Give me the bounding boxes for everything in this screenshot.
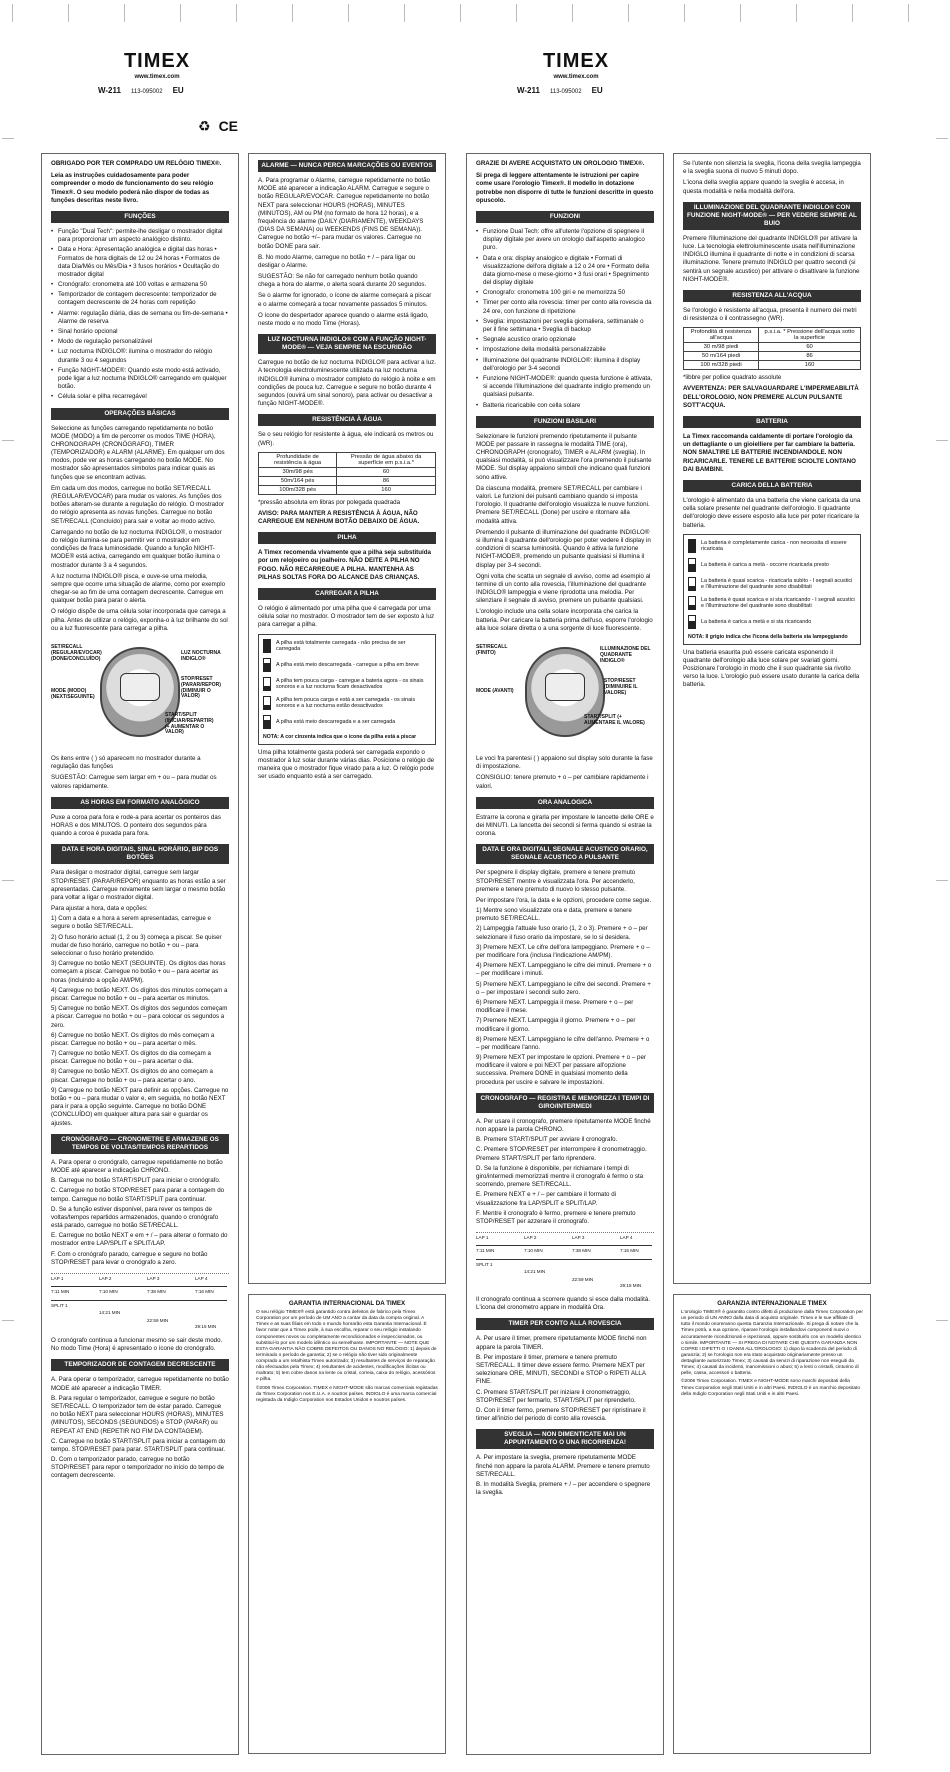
label-start-split: START/SPLIT (+ AUMENTARE IL VALORE) (584, 714, 645, 726)
table-cell: 50 m/164 piedi (684, 352, 759, 361)
table-cell: 30m/98 pés (259, 467, 337, 476)
crop-mark (2, 138, 14, 139)
tip: CONSIGLIO: tenere premuto + o – per cambiare rapidamente i valori. (476, 774, 649, 790)
warranty-portuguese (248, 1294, 446, 1754)
split-time: 22:59 MIN (147, 1318, 169, 1323)
list-item: F. Com o cronógrafo parado, carregue e segure no botão STOP/RESET para levar o cronógrafo a zero. (51, 1250, 208, 1266)
section-heading: DATA E ORA DIGITALI, SEGNALE ACUSTICO ORARIO, SEGNALE ACUSTICO A PULSANTE (476, 844, 654, 864)
battery-fill (264, 720, 270, 727)
column-italian-1 (466, 153, 664, 1755)
lap-time: 7:16 MIN (195, 1289, 214, 1294)
list-item: 8) Premere NEXT. Lampeggiano le cifre dell'anno. Premere + o – per modificare l'anno. (476, 1035, 650, 1051)
lap-label: LAP 3 (147, 1276, 160, 1281)
warranty-text: O seu relógio TIMEX® está garantido contra defeitos de fabrico pela Timex Corporation por um período de UM ANO a contar da data da compra original. A Timex e as suas filiais em todo o mundo honrarão esta Garantia Internacional. É favor notar que a Timex pode, à sua escolha, reparar o seu relógio instalando componentes novos ou completamente recondicionados e inspeccionados, ou substituí-lo por um modelo idêntico ou semelhante. IMPORTANTE — NOTE QUE ESTA GARANTIA NÃO COBRE DEFEITOS OU DANOS NO RELÓGIO: 1) depois de terminado o período de garantia; 2) se o relógio não tiver sido originalmente comprado a um retalhista Timex autorizado; 3) resultantes de serviços de reparação não efectuados pela Timex; 4) resultantes de acidentes, modificações ilícitas ou maltrato; 5) tem cobre danos na lente ou cristal, correia, caixa do relógio, acessórios e pilha. (256, 1310, 437, 1383)
table-cell: 160 (337, 485, 436, 494)
battery-row (688, 596, 856, 610)
battery-fill (689, 621, 695, 628)
list-item: • Alarme: regulação diária, dias de semana ou fim-de-semana • Alarme de reserva (51, 310, 229, 326)
recycle-icon: ♻ (198, 118, 211, 134)
intro-text: Leia as instruções cuidadosamente para poder compreender o modo de funcionamento do seu relógio Timex®. O seu modelo poderá não dispor de todas as funções descritas neste livro. (51, 172, 214, 204)
step-list (51, 905, 229, 1128)
paragraph: Carregando no botão de luz nocturna INDIGLO®, o mostrador do relógio ilumina-se para permitir ver o mostrador em condições de fraca luminosidade. Quando a função NIGHT-MODE® está activa, carregando em qualquer botão ilumina o mostrador durante 3 a 4 segundos. (51, 528, 222, 569)
column-italian-2 (673, 153, 871, 1284)
list-item: 6) Carregue no botão NEXT. Os dígitos do mês começam a piscar. Carregue no botão + ou – para acertar o mês. (51, 1031, 215, 1047)
feature-list (51, 228, 229, 402)
intro-title: GRAZIE DI AVERE ACQUISTATO UN OROLOGIO TIMEX®. (476, 160, 645, 167)
section-heading: RESISTÊNCIA À ÁGUA (258, 414, 436, 426)
list-item: C. Carregue no botão START/SPLIT para iniciar a contagem do tempo. STOP/RESET para parar. START/SPLIT para continuar. (51, 1437, 226, 1453)
regulatory-symbols (198, 118, 238, 135)
battery-icon (263, 696, 271, 710)
battery-fill (264, 640, 270, 652)
timex-logo: TIMEX (542, 50, 610, 72)
split-time: 14:21 MIN (99, 1310, 121, 1315)
crop-mark (936, 440, 948, 441)
lap-line (51, 1286, 227, 1287)
list-item: 3) Carregue no botão NEXT (SEGUINTE). Os dígitos das horas começam a piscar. Carregue no botão + ou – para acertar as horas (incluindo a opção AM/PM). (51, 960, 226, 984)
battery-row-label: La batteria è quasi scarica e si sta ricaricando - I segnali acustici e l'illuminazione del quadrante sono disabilitati (701, 596, 855, 609)
list-item: • Sveglia: impostazioni per sveglia giornaliera, settimanale o per il fine settimana • Sveglia di backup (476, 318, 654, 334)
label-set-recall: SET/RECALL (REGULAR/EVOCAR) (DONE/CONCLUÍDO) (51, 644, 102, 662)
table-header: p.s.i.a. * Pressione dell'acqua sotto la superficie (759, 328, 861, 343)
list-item: • Funzione Dual Tech: offre all'utente l'opzione di spegnere il display digitale per avere un orologio dall'aspetto analogico puro. (476, 228, 654, 253)
split-time: 29:15 MIN (620, 1283, 642, 1289)
list-item: B. Per impostare il timer, premere e tenere premuto SET/RECALL. Il timer deve essere fermo. Premere NEXT per selezionare ORE, MINUTI, SECONDI e STOP o RIPETI ALLA FINE. (476, 1353, 646, 1386)
list-item: 6) Premere NEXT. Lampeggia il mese. Premere + o – per modificare il mese. (476, 998, 634, 1015)
region-label: EU (172, 86, 184, 95)
section-heading: TIMER PER CONTO ALLA ROVESCIA (476, 1318, 654, 1330)
list-item: 4) Premere NEXT. Lampeggiano le cifre dei minuti. Premere + o – per modificare i minuti. (476, 962, 652, 978)
model-number: W-211 (98, 86, 121, 95)
water-resistance-table (258, 452, 436, 495)
paragraph: L'orologio include una cella solare incorporata che carica la batteria. Per caricare la batteria prima dell'uso, esporre l'orologio alla luce solare diretta o a una sorgente di luce fluorescente. (476, 608, 653, 632)
list-item: C. Premere STOP/RESET per interrompere il cronometraggio. Premere START/SPLIT per farlo riprendere. (476, 1146, 647, 1162)
section-heading: FUNZIONI (476, 211, 654, 223)
note: Os itens entre ( ) só aparecem no mostrador durante a regulação das funções (51, 755, 201, 771)
list-item: 5) Carregue no botão NEXT. Os dígitos dos segundos começam a piscar. Carregue no botão + ou – para colocar os segundos a zero. (51, 1005, 228, 1029)
split-time: 14:21 MIN (524, 1269, 546, 1275)
battery-fill (689, 564, 695, 571)
list-item: • Funzione NIGHT-MODE®: quando questa funzione è attivata, si accende l'illuminazione del quadrante indiglo premendo un qualsiasi pulsante. (476, 375, 654, 400)
battery-icon (688, 615, 696, 629)
warranty-title: GARANZIA INTERNAZIONALE TIMEX (717, 1300, 827, 1307)
table-cell: 100m/328 pés (259, 485, 337, 494)
list-item: 1) Com a data e a hora a serem apresentadas, carregue e segure o botão SET/RECALL. (51, 915, 211, 931)
section-heading: SVEGLIA — NON DIMENTICATE MAI UN APPUNTAMENTO O UNA RICORRENZA! (476, 1429, 654, 1449)
list-item: 8) Carregue no botão NEXT. Os dígitos do ano começam a piscar. Carregue no botão + ou – para acertar o ano. (51, 1068, 213, 1084)
warranty-text: L'orologio TIMEX® è garantito contro difetti di produzione dalla Timex Corporation per un periodo di UN ANNO dalla data di acquisto originale. Timex e le sue affiliate di tutto il mondo onoreranno questa Garanzia Internazionale. Si prega di notare che la Timex potrà, a sua opzione, riparare l'orologio installandovi componenti nuovi o accuratamente ricondizionati e ispezionati, oppure sostituirlo con un modello identico o simile. IMPORTANTE — SI PREGA DI NOTARE CHE QUESTA GARANZIA NON COPRE I DIFETTI O I DANNI ALL'OROLOGIO: 1) dopo la scadenza del periodo di garanzia; 2) se l'orologio non era stato acquistato originariamente presso un dettagliante autorizzato Timex; 3) causati da servizi di riparazione non eseguiti da Timex; 4) causati da incidenti, manomissioni o abusi; 5) a lenti o cristalli, cinturino di pelle, cassa, accessori o batteria. (681, 1310, 863, 1377)
step-list (476, 1454, 654, 1497)
paragraph: O cronógrafo continua a funcionar mesmo se sair deste modo. No modo Time (Hora) é apresentado o ícone do cronógrafo. (51, 1337, 223, 1353)
battery-icon (263, 715, 271, 729)
crop-mark (2, 440, 14, 441)
crop-mark (936, 1320, 948, 1321)
battery-row-label: A pilha tem pouca carga e está a ser carregada - os sinais sonoros e a luz nocturna estão desactivados (276, 696, 416, 709)
battery-row (263, 658, 431, 672)
paragraph: Puxe a coroa para fora e rode-a para acertar os ponteiros das HORAS e dos MINUTOS. O ponteiro dos segundos pára quando a coroa é puxada para fora. (51, 813, 221, 838)
battery-row (263, 715, 431, 729)
label-stop-reset: STOP/RESET (PARAR/REPOR) (DIMINUIR O VALOR) (181, 676, 221, 700)
section-heading: OPERAÇÕES BÁSICAS (51, 408, 229, 420)
section-heading: DATA E HORA DIGITAIS, SINAL HORÁRIO, BIP DOS BOTÕES (51, 844, 229, 864)
list-item: Per impostare l'ora, la data e le opzioni, procedere come segue. (476, 896, 652, 904)
lap-time: 7:10 MIN (524, 1248, 543, 1254)
list-item: • Impostazione della modalità personalizzabile (476, 346, 654, 354)
watch-display-illustration (120, 673, 160, 701)
paragraph: O ícone do despertador aparece quando o alarme está ligado, neste modo e no modo Time (Horas). (258, 311, 429, 327)
paragraph: Selezionare le funzioni premendo ripetutamente il pulsante MODE per passare in rassegna le modalità TIME (ora), CHRONOGRAPH (cronografo), TIMER e ALARM (sveglia). In qualsiasi modalità, si può visualizzare l'ora premendo il pulsante MODE. Sul display appaiono simboli che indicano quali funzioni sono attive. (476, 432, 652, 481)
step-list (51, 1159, 229, 1267)
split-label: SPLIT 1 (51, 1303, 68, 1308)
table-cell: 160 (759, 361, 861, 370)
paragraph: Una batteria esaurita può essere caricata esponendo il quadrante dell'orologio alla luce solare per svariati giorni. Posizionare l'orologio in modo che il suo quadrante sia rivolto verso la luce. L'orologio può essere usato durante la carica della batteria. (683, 648, 860, 689)
tip: SUGESTÃO: Carregue sem largar em + ou – para mudar os valores rapidamente. (51, 774, 217, 790)
list-item: • Sinal horário opcional (51, 328, 229, 336)
model-number: W-211 (517, 86, 540, 95)
section-heading: LUZ NOCTURNA INDIGLO® COM A FUNÇÃO NIGHT-MODE® — VEJA SEMPRE NA ESCURIDÃO (258, 334, 436, 354)
step-list (51, 1376, 229, 1480)
paragraph: Per spegnere il display digitale, premere e tenere premuto STOP/RESET mentre è visualizzata l'ora. Per accenderlo, premere e tenere premuto di nuovo lo stesso pulsante. (476, 869, 636, 893)
table-header: Profundidade de resistência à água (259, 452, 337, 467)
list-item: • Data e Hora: Apresentação analógica e digital das horas • Formatos de hora digitais de 12 ou 24 horas • Formatos de data Dia/Mês ou Mês/Dia • 3 fusos horários • Ocultação do mostrador digital (51, 246, 229, 279)
crop-mark (936, 138, 948, 139)
list-item: C. Premere START/SPLIT per iniziare il cronometraggio, STOP/RESET per fermarlo, START/SPLIT per riprenderlo. (476, 1388, 636, 1404)
paragraph: Premendo il pulsante di illuminazione del quadrante INDIGLO® si illumina il quadrante dell'orologio per poter vedere il display in condizioni di scarsa luminosità. Quando è attiva la funzione NIGHT-MODE®, premendo un pulsante qualsiasi si illumina il display per 3-4 secondi. (476, 528, 651, 569)
paragraph: Em cada um dos modos, carregue no botão SET/RECALL (REGULAR/EVOCAR) para mudar os valores. As funções dos botões alteram-se durante a regulação do relógio. O mostrador do relógio apresenta as novas funções. Carregue no botão SET/RECALL (Concluído) para sair e voltar ao modo activo. (51, 484, 225, 525)
crop-marks (0, 0, 950, 30)
label-mode: MODE (MODO) (NEXT/SEGUINTE) (51, 688, 95, 700)
paragraph: Ogni volta che scatta un segnale di avviso, come ad esempio al termine di un conto alla rovescia, l'illuminazione del quadrante INDIGLO® lampeggia e viene riprodotta una melodia. Per silenziare il segnale di avviso, premere un pulsante qualsiasi. (476, 572, 651, 605)
warranty-footer: ©2006 Timex Corporation. TIMEX e NIGHT-MODE são marcas comerciais registadas da Timex Corporation nos E.U.A. e noutros países. INDIGLO é uma marca comercial registada da Indiglo Corporation nos Estados Unidos e noutros países. (256, 1385, 438, 1403)
crop-mark (2, 1320, 14, 1321)
battery-note: NOTA: A cor cinzenta indica que o ícone da pilha está a piscar (263, 733, 417, 740)
list-item: • Função NIGHT-MODE®: Quando este modo está activado, pode ligar a luz nocturna INDIGLO® carregando em qualquer botão. (51, 367, 229, 392)
warranty-title: GARANTIA INTERNACIONAL DA TIMEX (288, 1300, 406, 1307)
paragraph: Se l'orologio è resistente all'acqua, presenta il numero dei metri di resistenza o il contrassegno (WR). (683, 306, 857, 323)
section-heading: FUNZIONI BASILARI (476, 416, 654, 428)
list-item: 7) Premere NEXT. Lampeggia il giorno. Premere + o – per modificare il giorno. (476, 1017, 636, 1033)
list-item: B. Para regular o temporizador, carregue e segure no botão SET/RECALL. O temporizador tem de estar parado. Carregue no botão NEXT para seleccionar HOURS (HORAS), MINUTES (MINUTOS), SECONDS (SEGUNDOS) e STOP (PARAR) ou REPEAT AT END (REPETIR NO FIM DA CONTAGEM). (51, 1394, 224, 1435)
table-header: Pressão de água abaixo da superfície em p.s.i.a.* (337, 452, 436, 467)
list-item: 3) Premere NEXT. Le cifre dell'ora lampeggiano. Premere + o – per modificare l'ora (inclusa l'indicazione AM/PM). (476, 943, 650, 959)
model-code: 113-095002 (130, 89, 163, 95)
ce-mark: CE (218, 118, 239, 134)
battery-status-legend (258, 634, 436, 745)
table-cell: 100 m/328 piedi (684, 361, 759, 370)
battery-note: NOTA: Il grigio indica che l'icona della batteria sta lampeggiando (688, 633, 848, 640)
section-heading: RESISTENZA ALL'ACQUA (683, 290, 861, 302)
split-line (51, 1300, 227, 1301)
battery-row (263, 696, 431, 710)
list-item: • Segnale acustico orario opzionale (476, 336, 654, 344)
label-mode: MODE (AVANTI) (476, 688, 514, 694)
crop-mark (936, 880, 948, 881)
battery-icon (688, 577, 696, 591)
battery-icon (263, 658, 271, 672)
lap-time: 7:38 MIN (147, 1289, 166, 1294)
list-item: 5) Premere NEXT. Lampeggiano le cifre dei secondi. Premere + o – per impostare i secondi sullo zero. (476, 980, 651, 996)
watch-diagram (51, 639, 229, 749)
list-item: 7) Carregue no botão NEXT. Os dígitos do dia começam a piscar. Carregue no botão + ou – para acertar o dia. (51, 1050, 211, 1066)
water-resistance-table (683, 327, 861, 370)
column-portuguese-2 (248, 153, 446, 1284)
list-item: 4) Carregue no botão NEXT. Os dígitos dos minutos começam a piscar. Carregue no botão + ou – para acertar os minutos. (51, 986, 228, 1002)
paragraph: O relógio é alimentado por uma pilha que é carregada por uma célula solar no mostrador. O mostrador tem de ser exposto à luz para carregar a pilha. (258, 605, 435, 629)
list-item: A. Para operar o temporizador, carregue repetidamente no botão MODE até aparecer a indicação TIMER. (51, 1376, 229, 1392)
battery-row-label: A pilha está meio descarregada - carregue a pilha em breve (276, 661, 419, 668)
list-item: • Luz nocturna INDIGLO®: ilumina o mostrador do relógio durante 3 ou 4 segundos (51, 348, 229, 364)
battery-fill (689, 586, 695, 590)
footnote: *pressão absoluta em libras por polegada quadrada (258, 498, 401, 506)
list-item: • Cronografo: cronometra 100 giri e ne memorizza 50 (476, 289, 654, 297)
battery-fill (264, 663, 270, 670)
battery-row-label: A pilha está totalmente carregada - não precisa de ser carregada (276, 639, 406, 652)
split-time: 29:15 MIN (195, 1324, 217, 1329)
section-heading: CRONÓGRAFO — CRONOMETRE E ARMAZENE OS TEMPOS DE VOLTAS/TEMPOS REPARTIDOS (51, 1134, 229, 1154)
battery-status-legend (683, 534, 861, 645)
label-set-recall: SET/RECALL (FINITO) (476, 644, 508, 656)
label-indiglo: LUZ NOCTURNA INDIGLO® (181, 650, 221, 662)
table-cell: 60 (337, 467, 436, 476)
list-item: • Célula solar e pilha recarregável (51, 393, 229, 401)
paragraph: Se o seu relógio for resistente à água, ele indicará os metros ou (WR). (258, 431, 434, 447)
model-line-left (98, 86, 184, 95)
list-item: • Data e ora: display analogico e digitale • Formati di visualizzazione dell'ora digitale a 12 o 24 ore • Formato della data giorno-mese o mese-giorno • 3 fusi orari • Spegnimento del display digitale (476, 255, 654, 288)
paragraph: Se l'utente non silenzia la sveglia, l'icona della sveglia lampeggia e la sveglia suona di nuovo 5 minuti dopo. (683, 160, 861, 176)
warranty-italian (673, 1294, 871, 1754)
paragraph: A. Para programar o Alarme, carregue repetidamente no botão MODE até aparecer a indicação ALARM. Carregue e segure o botão REGULAR/EVOCAR. Carregue repetidamente no botão NEXT para seleccionar HOURS (HORAS), MINUTES (MINUTOS), AM ou PM (no formato de hora 12 horas), e a frequência do alarme (DAILY (DIARIAMENTE), WEEKDAYS (DIAS DA SEMANA) ou WEEKENDS (FINS DE SEMANA)). Carregue no botão +/– para mudar os valores. Carregue no botão DONE para sair. (258, 177, 430, 250)
section-heading: PILHA (258, 532, 436, 544)
battery-row (688, 539, 856, 553)
list-item: 9) Premere NEXT per impostare le opzioni. Premere + o – per modificare il valore e poi NEXT per passare all'opzione successiva. Premere DONE in qualsiasi momento della procedura per uscire e salvare le impostazioni. (476, 1054, 646, 1086)
list-item: E. Premere NEXT e + / – per cambiare il formato di visualizzazione fra LAP/SPLIT e SPLIT/LAP. (476, 1191, 617, 1207)
crop-mark (2, 880, 14, 881)
lap-line (476, 1245, 652, 1246)
section-heading: CARREGAR A PILHA (258, 588, 436, 600)
battery-row-label: A pilha tem pouca carga - carregue a bateria agora - os sinais sonoros e a luz nocturna ficam desactivados (276, 677, 424, 690)
battery-row (263, 639, 431, 653)
step-list (476, 1335, 654, 1423)
list-item: D. Com o temporizador parado, carregue no botão STOP/RESET para repor o temporizador no início do tempo de contagem decrescente. (51, 1456, 225, 1480)
table-cell: 86 (337, 476, 436, 485)
split-line (476, 1259, 652, 1260)
brand-url: www.timex.com (553, 74, 599, 80)
paragraph: L'icona della sveglia appare quando la sveglia è accesa, in questa modalità e nella modalità dell'ora. (683, 179, 844, 195)
section-heading: ORA ANALOGICA (476, 797, 654, 809)
section-heading: TEMPORIZADOR DE CONTAGEM DECRESCENTE (51, 1359, 229, 1371)
battery-icon (688, 539, 696, 553)
watch-diagram (476, 639, 654, 749)
lap-label: LAP 2 (99, 1276, 112, 1281)
battery-row (688, 558, 856, 572)
list-item: D. Con il timer fermo, premere STOP/RESET per ripristinare il timer all'inizio del periodo di conto alla rovescia. (476, 1406, 646, 1423)
step-list (476, 1118, 654, 1226)
battery-fill (689, 540, 695, 552)
battery-row-label: La batteria è carica a metà - occorre ricaricarla presto (701, 561, 829, 568)
lap-label: LAP 4 (195, 1276, 208, 1281)
brand-block-right (521, 50, 631, 80)
model-line-right (517, 86, 603, 95)
column-portuguese-1 (41, 153, 239, 1755)
label-indiglo: ILLUMINAZIONE DEL QUADRANTE INDIGLO® (600, 646, 651, 664)
paragraph: Uma pilha totalmente gasta poderá ser carregada expondo o mostrador à luz solar durante várias dias. Posicione o relógio de maneira que o mostrador fique virado para a luz. O relógio pode ser usado enquanto está a ser carregado. (258, 748, 435, 781)
brand-url: www.timex.com (134, 74, 180, 80)
list-item: F. Mentre il cronografo è fermo, premere e tenere premuto STOP/RESET per azzerare il cronografo. (476, 1209, 636, 1225)
warning: AVVERTENZA: PER SALVAGUARDARE L'IMPERMEABILITÀ DELL'OROLOGIO, NON PREMERE ALCUN PULSANTE SOTT'ACQUA. (683, 385, 859, 409)
battery-row-label: La batteria è completamente carica - non necessita di essere ricaricata (701, 539, 847, 552)
list-item: • Temporizador de contagem decrescente: temporizador de contagem decrescente de 24 horas com repetição (51, 291, 229, 307)
battery-row (263, 677, 431, 691)
paragraph: Da ciascuna modalità, premere SET/RECALL per cambiare i valori. Le funzioni dei pulsanti cambiano quando si imposta l'orologio. Il quadrante dell'orologio visualizza le nuove funzioni. Premere SET/RECALL (Done) per uscire e ritornare alla modalità attiva. (476, 484, 650, 525)
list-item: 9) Carregue no botão NEXT para definir as opções. Carregue no botão + ou – para mudar o valor e, em seguida, no botão NEXT para ir para a opção seguinte. Carregue no botão DONE (CONCLUÍDO) em qualquer altura para sair e guardar os ajustes. (51, 1086, 229, 1127)
paragraph: Seleccione as funções carregando repetidamente no botão MODE (MODO) a fim de percorrer os modos TIME (HORA), CHRONOGRAPH (CRONÓGRAFO), TIMER (TEMPORIZADOR) e ALARM (ALARME). Em qualquer um dos modos, pode ver as horas carregando no botão MODE. No mostrador são apresentados símbolos para indicar quais as funções que se encontram activas. (51, 424, 225, 481)
brand-block-left (102, 50, 212, 80)
lap-split-diagram (51, 1273, 229, 1331)
lap-time: 7:11 MIN (476, 1248, 495, 1254)
watch-display-illustration (545, 673, 585, 701)
section-heading: CRONOGRAFO — REGISTRA E MEMORIZZA I TEMPI DI GIRO/INTERMEDI (476, 1093, 654, 1113)
warranty-footer: ©2006 Timex Corporation. TIMEX e NIGHT-MODE sono marchi depositati della Timex Corporation negli Stati Uniti e in altri Paesi. INDIGLO è un marchio depositato della Indiglo Corporation negli Stati Uniti e in altri Paesi. (681, 1379, 860, 1397)
paragraph: O relógio dispõe de uma célula solar incorporada que carrega a pilha. Antes de utilizar o relógio, exponha-o à luz brilhante do sol ou a luz fluorescente para carregar a pilha. (51, 608, 228, 632)
tip: SUGESTÃO: Se não for carregado nenhum botão quando chega a hora do alarme, o alerta soará durante 20 segundos. (258, 273, 427, 289)
list-item: • Função "Dual Tech": permite-lhe desligar o mostrador digital para proporcionar um aspecto analógico distinto. (51, 228, 229, 244)
battery-row (688, 615, 856, 629)
battery-icon (263, 677, 271, 691)
paragraph: A Timex recomenda vivamente que a pilha seja substituída por um relojoeiro ou joalheiro. NÃO DEITE A PILHA NO FOGO. NÃO RECARREGUE A PILHA. MANTENHA AS PILHAS SOLTAS FORA DO ALCANCE DAS CRIANÇAS. (258, 549, 431, 581)
paragraph: La Timex raccomanda caldamente di portare l'orologio da un dettagliante o un gioielliere per far cambiare la batteria. NON SMALTIRE LE BATTERIE INCENDIANDOLE. NON RICARICARLE. TENERE LE BATTERIE SCIOLTE LONTANO DAI BAMBINI. (683, 433, 856, 473)
label-stop-reset: STOP/RESET (DIMINUIRE IL VALORE) (604, 678, 638, 696)
list-item: D. Se a função estiver disponível, para rever os tempos de voltas/tempos repartidos armazenados, quando o cronógrafo está parado, carregue no botão SET/RECALL. (51, 1205, 219, 1230)
table-cell: 60 (759, 343, 861, 352)
table-cell: 86 (759, 352, 861, 361)
model-code: 113-095002 (549, 89, 582, 95)
battery-icon (263, 639, 271, 653)
section-heading: ILLUMINAZIONE DEL QUADRANTE INDIGLO® CON FUNZIONE NIGHT-MODE® — PER VEDERE SEMPRE AL BUIO (683, 202, 861, 230)
paragraph: Para desligar o mostrador digital, carregue sem largar STOP/RESET (PARAR/REPOR) enquanto as horas estão a ser apresentadas. Carregue novamente sem largar o mesmo botão para voltar a ligar o mostrador digital. (51, 869, 226, 901)
battery-row (688, 577, 856, 591)
list-item: • Batteria ricaricabile con cella solare (476, 402, 654, 410)
list-item: A. Para operar o cronógrafo, carregue repetidamente no botão MODE até aparecer a indicação CHRONO. (51, 1158, 223, 1174)
battery-fill (264, 705, 270, 709)
list-item: B. In modalità Sveglia, premere + / – per accendere o spegnere la sveglia. (476, 1480, 651, 1497)
step-list (476, 897, 654, 1087)
battery-row-label: La batteria è carica a metà e si sta ricaricando (701, 618, 812, 625)
list-item: D. Se la funzione è disponibile, per richiamare i tempi di giro/intermedi memorizzati mentre il cronografo è fermo o sta scorrendo, premere SET/RECALL. (476, 1164, 644, 1189)
lap-label: LAP 3 (572, 1235, 585, 1241)
list-item: 2) O fuso horário actual (1, 2 ou 3) começa a piscar. Se quiser mudar de fuso horário, carregue no botão + ou – para seleccionar o fuso horário pretendido. (51, 933, 222, 957)
table-header: Profondità di resistenza all'acqua (684, 328, 759, 343)
table-cell: 30 m/98 piedi (684, 343, 759, 352)
list-item: B. Carregue no botão START/SPLIT para iniciar o cronógrafo. (51, 1177, 221, 1185)
list-item: 2) Lampeggia l'attuale fuso orario (1, 2 o 3). Premere + o – per selezionare il fuso orario da impostare, se lo si desidera. (476, 925, 648, 941)
table-cell: 50m/164 pés (259, 476, 337, 485)
list-item: 1) Mentre sono visualizzate ora e data, premere e tenere premuto SET/RECALL. (476, 907, 632, 923)
feature-list (476, 228, 654, 410)
lap-time: 7:10 MIN (99, 1289, 118, 1294)
battery-icon (688, 558, 696, 572)
section-heading: CARICA DELLA BATTERIA (683, 480, 861, 492)
list-item: Para ajustar a hora, data e opções: (51, 905, 148, 913)
lap-label: LAP 1 (51, 1276, 64, 1281)
battery-row-label: La batteria è quasi scarica - ricaricarla subito - I segnali acustici e l'illuminazione del quadrante sono disabilitati (701, 577, 853, 590)
list-item: E. Carregue no botão NEXT e em + / – para alterar o formato do mostrador entre LAP/SPLIT e SPLIT/LAP. (51, 1232, 228, 1248)
lap-label: LAP 1 (476, 1235, 489, 1241)
lap-label: LAP 2 (524, 1235, 537, 1241)
list-item: • Modo de regulação personalizável (51, 338, 229, 346)
list-item: A. Per usare il timer, premere ripetutamente MODE finché non appare la parola TIMER. (476, 1335, 647, 1351)
lap-time: 7:11 MIN (51, 1289, 70, 1294)
battery-icon (688, 596, 696, 610)
intro-text: Si prega di leggere attentamente le istruzioni per capire come usare l'orologio Timex®. Il modello in dotazione potrebbe non disporre di tutte le funzioni descritte in questo opuscolo. (476, 172, 654, 204)
paragraph: L'orologio è alimentato da una batteria che viene caricata da una cella solare presente nel quadrante dell'orologio. Il quadrante dell'orologio deve essere esposto alla luce per poter ricaricare la batteria. (683, 496, 861, 529)
note: Le voci fra parentesi ( ) appaiono sul display solo durante la fase di impostazione. (476, 755, 653, 771)
split-time: 22:59 MIN (572, 1277, 594, 1283)
paragraph: Il cronografo continua a scorrere quando si esce dalla modalità. L'icona del cronometro appare in modalità Ora. (476, 1296, 651, 1312)
footnote: *libbre per pollice quadrato assolute (683, 374, 782, 382)
split-label: SPLIT 1 (476, 1262, 493, 1268)
warning: AVISO: PARA MANTER A RESISTÊNCIA À ÁGUA, NÃO CARREGUE EM NENHUM BOTÃO DEBAIXO DE ÁGUA. (258, 509, 420, 526)
lap-time: 7:38 MIN (572, 1248, 591, 1254)
list-item: A. Per usare il cronografo, premere ripetutamente MODE finché non appare la parola CHRONO. (476, 1117, 651, 1133)
battery-row-label: A pilha está meio descarregada e a ser carregada (276, 718, 396, 725)
paragraph: Carregue no botão de luz nocturna INDIGLO® para activar a luz. A tecnologia electroluminescente utilizada na luz nocturna INDIGLO® ilumina o mostrador completo do relógio à noite e em condições de pouca luz. Carregue e segure no botão durante 4 segundos (ouvirá um sinal sonoro), para activar ou desactivar a função NIGHT-MODE®. (258, 359, 436, 408)
paragraph: Premere l'illuminazione del quadrante INDIGLO® per attivare la luce. La tecnologia elettroluminescente usata nell'illuminazione INDIGLO illumina il quadrante di notte e in condizioni di scarsa illuminazione. Tenere premuto INDIGLO per quattro secondi (si sentirà un segnale acustico) per attivare o disattivare la funzione NIGHT-MODE®. (683, 234, 860, 283)
section-heading: AS HORAS EM FORMATO ANALÓGICO (51, 797, 229, 809)
list-item: • Timer per conto alla rovescia: timer per conto alla rovescia da 24 ore, con funzione di ripetizione (476, 299, 654, 315)
list-item: B. Premere START/SPLIT per avviare il cronografo. (476, 1136, 618, 1144)
battery-fill (264, 686, 270, 690)
lap-label: LAP 4 (620, 1235, 633, 1241)
section-heading: ALARME — NUNCA PERCA MARCAÇÕES OU EVENTOS (258, 160, 436, 172)
region-label: EU (591, 86, 603, 95)
paragraph: Estrarre la corona e girarla per impostare le lancette delle ORE e dei MINUTI. La lancetta dei secondi si ferma quando si estrae la corona. (476, 813, 654, 838)
list-item: C. Carregue no botão STOP/RESET para parar a contagem do tempo. Carregue no botão START/SPLIT para continuar. (51, 1187, 225, 1203)
paragraph: A luz nocturna INDIGLO® pisca, e ouve-se uma melodia, sempre que ocorre uma situação de alarme, como por exemplo chegar-se ao fim de uma contagem decrescente. Carregue em qualquer botão para parar o alerta. (51, 572, 226, 605)
battery-fill (689, 605, 695, 609)
list-item: • Illuminazione del quadrante INDIGLO®: illumina il display dell'orologio per 3-4 secondi (476, 357, 654, 373)
paragraph: B. No modo Alarme, carregue no botão + / – para ligar ou desligar o Alarme. (258, 253, 416, 269)
lap-split-diagram (476, 1232, 654, 1290)
intro-title: OBRIGADO POR TER COMPRADO UM RELÓGIO TIMEX®. (51, 160, 222, 167)
paragraph: Se o alarme for ignorado, o ícone de alarme começará a piscar e o alarme começará a tocar novamente passados 5 minutos. (258, 292, 432, 308)
timex-logo: TIMEX (123, 50, 191, 72)
list-item: • Cronógrafo: cronometra até 100 voltas e armazena 50 (51, 281, 229, 289)
lap-time: 7:16 MIN (620, 1248, 639, 1254)
section-heading: FUNÇÕES (51, 211, 229, 223)
section-heading: BATTERIA (683, 416, 861, 428)
list-item: A. Per impostare la sveglia, premere ripetutamente MODE finché non appare la parola ALARM. Premere e tenere premuto SET/RECALL. (476, 1454, 650, 1478)
label-start-split: START/SPLIT (INICIAR/REPARTIR) (+ AUMENTAR O VALOR) (165, 712, 214, 736)
